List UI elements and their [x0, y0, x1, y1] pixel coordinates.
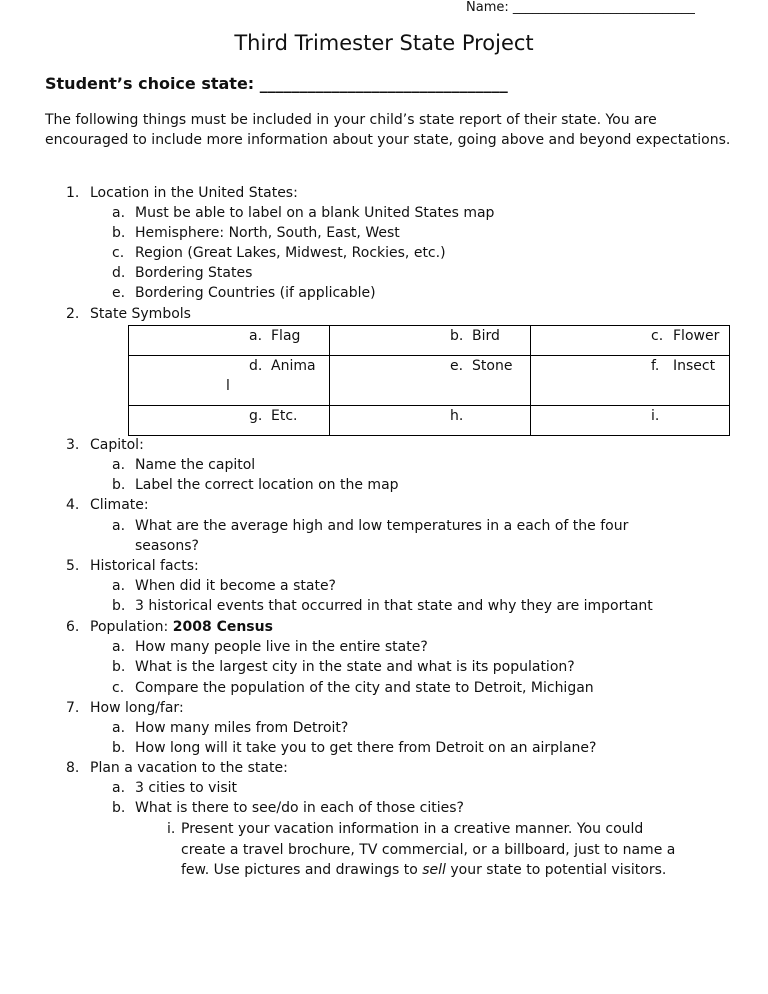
list-item: [66, 183, 298, 203]
table-cell: h.: [450, 408, 464, 424]
intro-paragraph: The following things must be included in your child’s state report of their state. You are encouraged to include more information about your state, going above and beyond expectations.: [45, 112, 731, 148]
list-item: 3. Capitol:: [66, 437, 144, 453]
list-item: 5. Historical facts:: [66, 558, 199, 574]
list-item: 2. State Symbols: [66, 306, 191, 322]
sub-item: a. What are the average high and low temperatures in a each of the four: [112, 518, 629, 534]
table-cell: g. Etc.: [249, 408, 298, 424]
list-item: 6. Population: 2008 Census: [66, 619, 273, 635]
sub-item: b. Hemisphere: North, South, East, West: [112, 225, 400, 241]
sub-item: a. How many people live in the entire state?: [112, 639, 428, 655]
sub-item: a. When did it become a state?: [112, 578, 336, 594]
item-number: 1.: [66, 185, 80, 201]
table-cell: d. Anima: [249, 358, 316, 374]
sub-item: a. Name the capitol: [112, 457, 256, 473]
sub-item: b. How long will it take you to get there from Detroit on an airplane?: [112, 740, 597, 756]
sub-item: c. Compare the population of the city and state to Detroit, Michigan: [112, 680, 594, 696]
vacation-note-line: few. Use pictures and drawings to sell your state to potential visitors.: [181, 862, 667, 878]
sub-item: a. Must be able to label on a blank United States map: [112, 205, 495, 221]
table-cell: b. Bird: [450, 328, 500, 344]
table-cell: e. Stone: [450, 358, 513, 374]
table-cell-wrap: l: [226, 378, 230, 394]
census-label: 2008 Census: [172, 619, 273, 635]
vacation-note: i. Present your vacation information in a creative manner. You could: [167, 821, 644, 837]
table-cell: c. Flower: [651, 328, 720, 344]
page-title: Third Trimester State Project: [234, 31, 534, 55]
item-text: Location in the United States:: [90, 185, 298, 201]
vacation-note-line: create a travel brochure, TV commercial, or a billboard, just to name a: [181, 842, 676, 858]
sub-item-wrap: seasons?: [135, 538, 199, 554]
sub-item: c. Region (Great Lakes, Midwest, Rockies, etc.): [112, 245, 446, 261]
sub-item: b. 3 historical events that occurred in that state and why they are important: [112, 598, 653, 614]
table-cell: f. Insect: [651, 358, 716, 374]
table-cell: i.: [651, 408, 660, 424]
sub-item: a. How many miles from Detroit?: [112, 720, 349, 736]
state-symbols-table: [128, 325, 730, 436]
list-item: 7. How long/far:: [66, 700, 184, 716]
sub-item: a. 3 cities to visit: [112, 780, 238, 796]
sub-item: b. Label the correct location on the map: [112, 477, 399, 493]
sub-item: d. Bordering States: [112, 265, 253, 281]
list-item: 4. Climate:: [66, 497, 149, 513]
choice-state-field: Student’s choice state: _______________________________: [45, 74, 508, 93]
name-field: Name: ____________________________: [466, 0, 695, 15]
table-cell: a. Flag: [249, 328, 301, 344]
sub-item: b. What is the largest city in the state and what is its population?: [112, 659, 575, 675]
sub-item: b. What is there to see/do in each of those cities?: [112, 800, 464, 816]
sub-item: e. Bordering Countries (if applicable): [112, 285, 376, 301]
list-item: 8. Plan a vacation to the state:: [66, 760, 288, 776]
